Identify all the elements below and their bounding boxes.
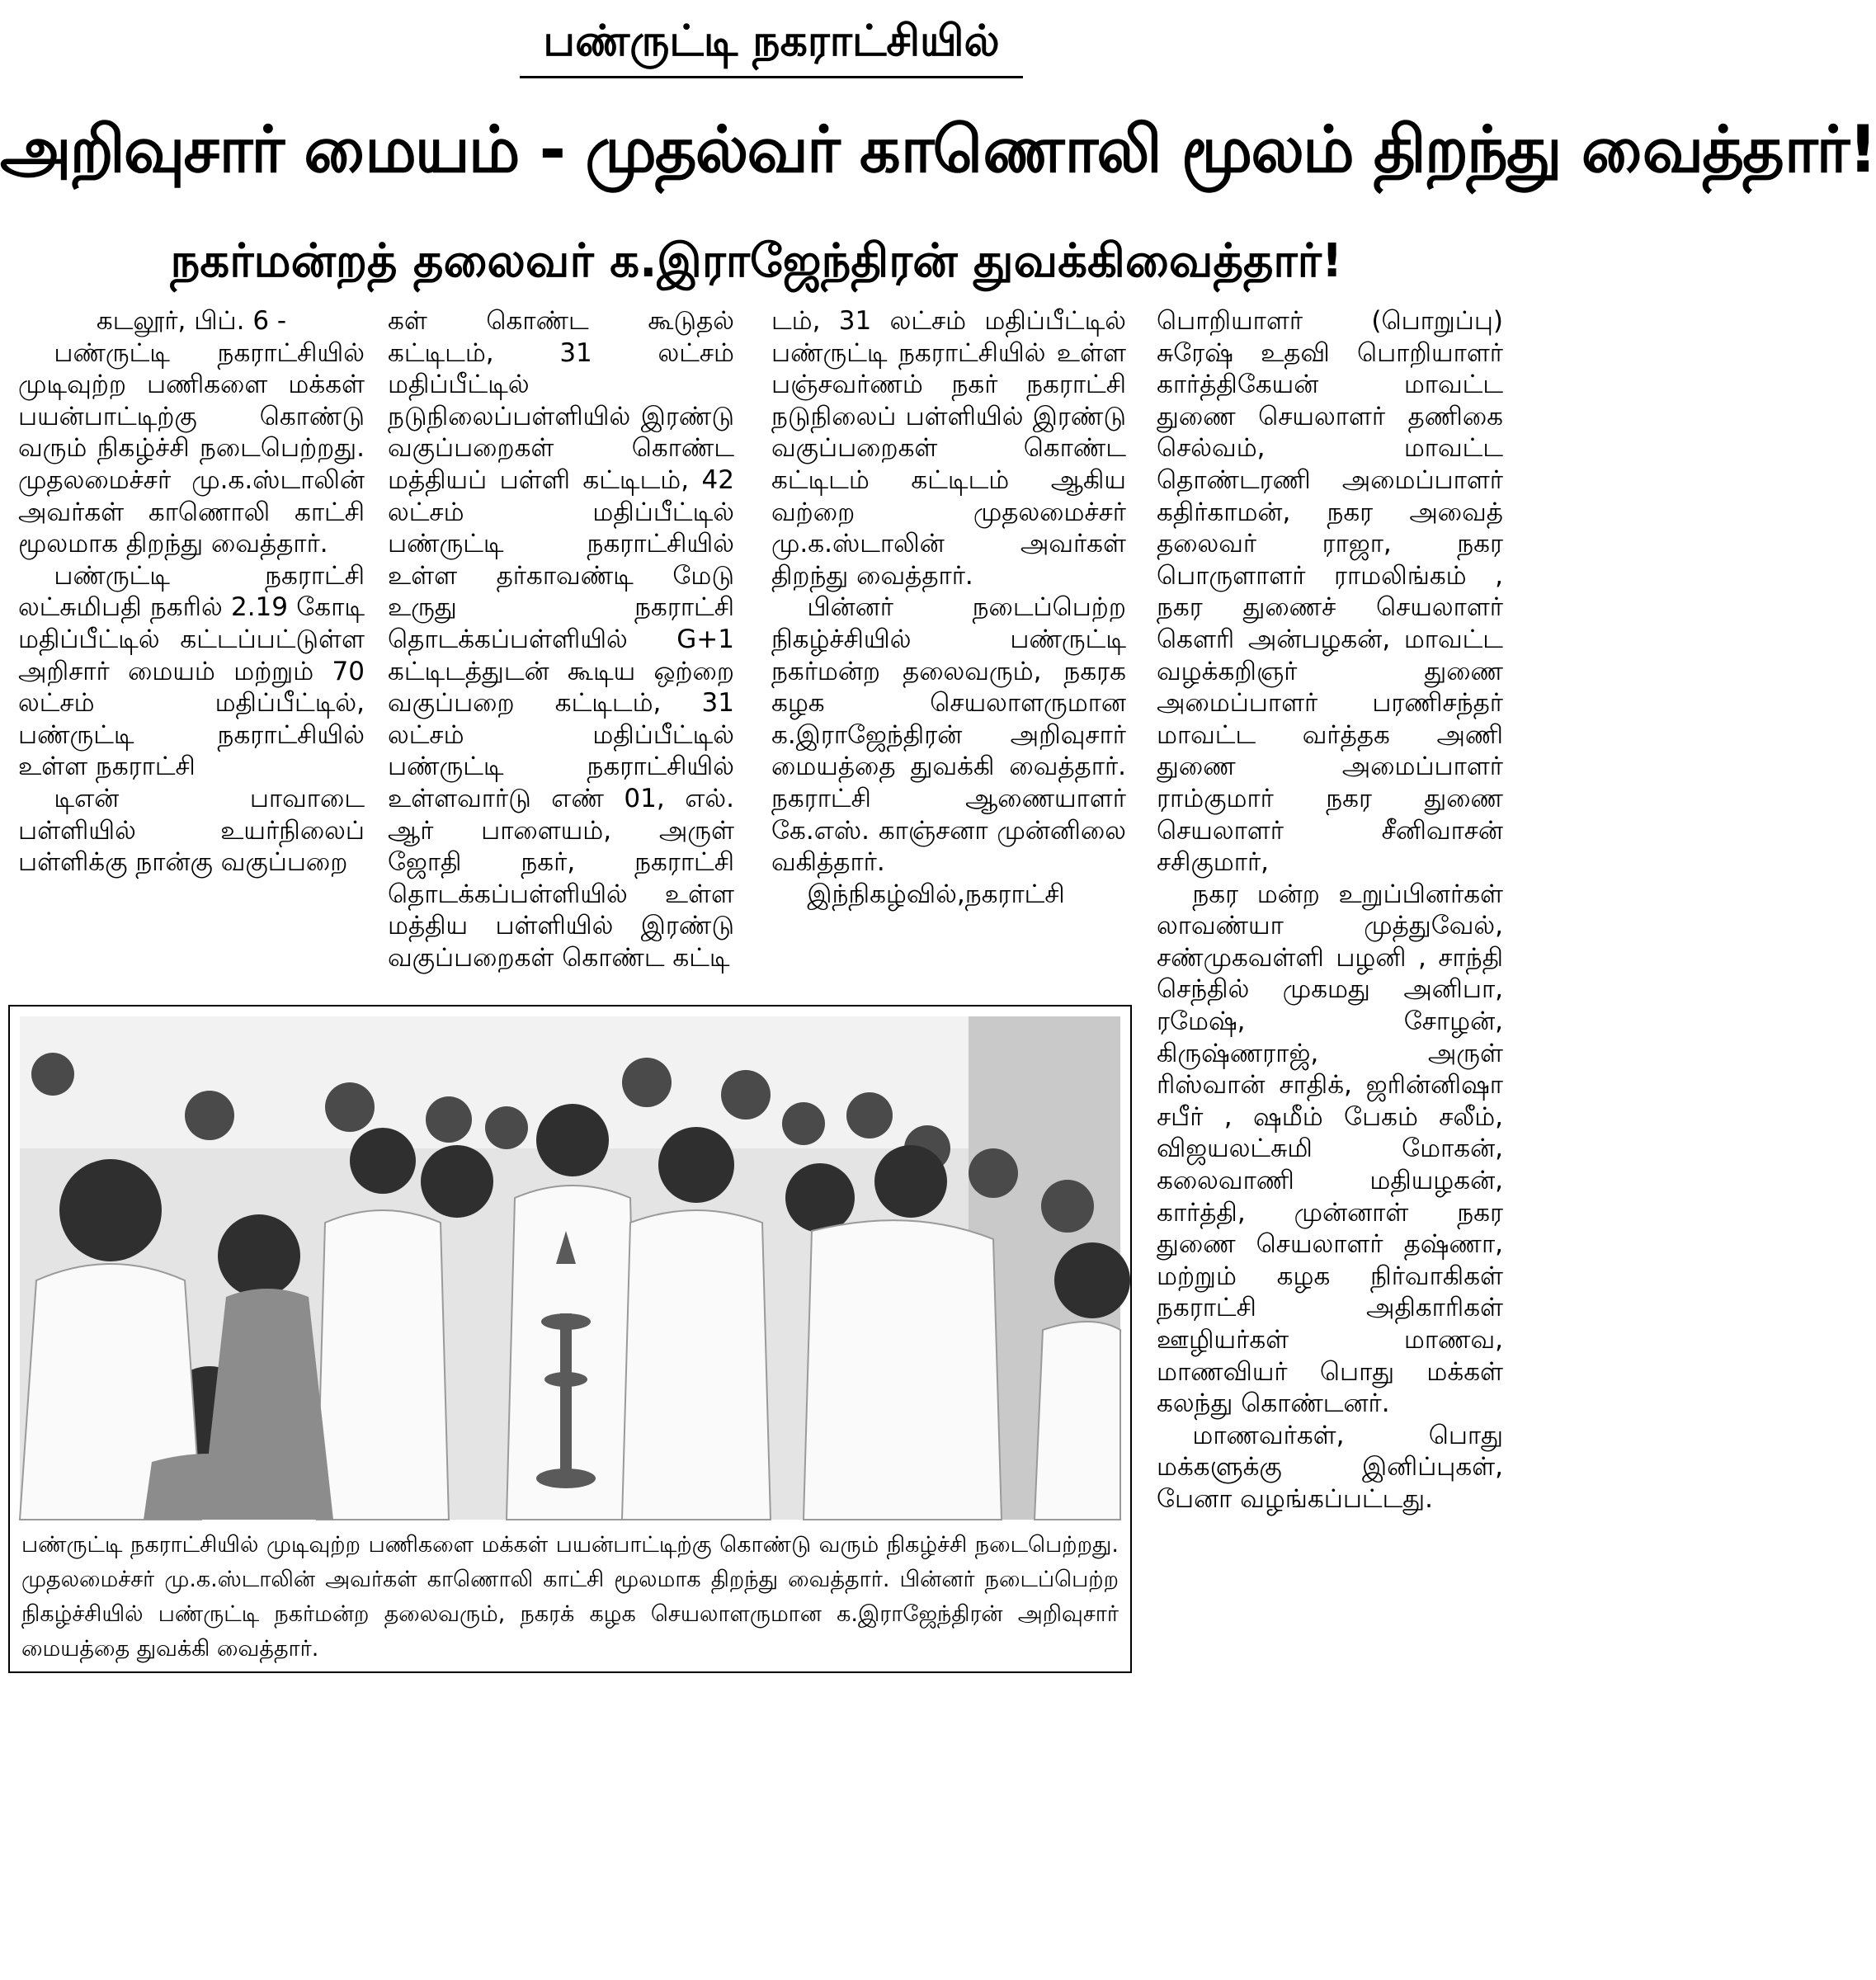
article-column-1	[18, 305, 365, 982]
event-photo-illustration	[20, 1016, 1120, 1520]
article-column-4	[1157, 305, 1503, 1980]
article-paragraph: டிஎன் பாவாடை பள்ளியில் உயர்நிலைப் பள்ளிக்கு நான்கு வகுப்பறை	[18, 783, 365, 878]
article-paragraph: பண்ருட்டி நகராட்சியில் முடிவுற்ற பணிகளை மக்கள் பயன்பாட்டிற்கு கொண்டு வரும் நிகழ்ச்சி நடைபெற்றது. முதலமைச்சர் மு.க.ஸ்டாலின் அவர்கள் காணொலி காட்சி மூலமாக திறந்து வைத்தார்.	[18, 337, 365, 559]
article-paragraph: பின்னர் நடைப்பெற்ற நிகழ்ச்சியில் பண்ருட்டி நகர்மன்ற தலைவரும், நகரக கழக செயலாளருமான க.இராஜேந்திரன் அறிவுசார் மையத்தை துவக்கி வைத்தார். நகராட்சி ஆணையாளர் கே.எஸ். காஞ்சனா முன்னிலை வகித்தார்.	[771, 592, 1126, 878]
main-headline: அறிவுசார் மையம் - முதல்வர் காணொலி மூலம் திறந்து வைத்தார்!	[0, 113, 1876, 187]
event-photo	[20, 1016, 1120, 1520]
article-paragraph: மாணவர்கள், பொது மக்களுக்கு இனிப்புகள், பேனா வழங்கப்பட்டது.	[1157, 1420, 1503, 1514]
article-column-3	[771, 305, 1126, 982]
article-paragraph: கள் கொண்ட கூடுதல் கட்டிடம், 31 லட்சம் மதிப்பீட்டில் நடுநிலைப்பள்ளியில் இரண்டு வகுப்பறைகள் கொண்ட மத்தியப் பள்ளி கட்டிடம், 42 லட்சம் மதிப்பீட்டில் பண்ருட்டி நகராட்சியில் உள்ள தர்காவண்டி மேடு உருது நகராட்சி தொடக்கப்பள்ளியில் G+1 கட்டிடத்துடன் கூடிய ஒற்றை வகுப்பறை கட்டிடம், 31 லட்சம் மதிப்பீட்டில் பண்ருட்டி நகராட்சியில் உள்ளவார்டு எண் 01, எல். ஆர் பாளையம், அருள் ஜோதி நகர், நகராட்சி தொடக்கப்பள்ளியில் உள்ள மத்திய பள்ளியில் இரண்டு வகுப்பறைகள் கொண்ட கட்டி	[388, 306, 734, 973]
dateline: கடலூர், பிப். 6 -	[96, 306, 287, 336]
article-paragraph: பண்ருட்டி நகராட்சி லட்சுமிபதி நகரில் 2.19 கோடி மதிப்பீட்டில் கட்டப்பட்டுள்ள அறிசார் மையம் மற்றும் 70 லட்சம் மதிப்பீட்டில், பண்ருட்டி நகராட்சியில் உள்ள நகராட்சி	[18, 560, 365, 782]
article-column-2	[388, 305, 734, 982]
article-paragraph: டம், 31 லட்சம் மதிப்பீட்டில் பண்ருட்டி நகராட்சியில் உள்ள பஞ்சவர்ணம் நகர் நகராட்சி நடுநிலைப் பள்ளியில் இரண்டு வகுப்பறைகள் கொண்ட கட்டிடம் கட்டிடம் ஆகிய வற்றை முதலமைச்சர் மு.க.ஸ்டாலின் அவர்கள் திறந்து வைத்தார்.	[771, 306, 1126, 591]
article-paragraph: நகர மன்ற உறுப்பினர்கள் லாவண்யா முத்துவேல், சண்முகவள்ளி பழனி , சாந்தி செந்தில் முகமது அனிபா, ரமேஷ், சோழன், கிருஷ்ணராஜ், அருள் ரிஸ்வான் சாதிக், ஜரின்னிஷா சபீர் , ஷமீம் பேகம் சலீம், விஜயலட்சுமி மோகன், கலைவாணி மதியழகன், கார்த்தி, முன்னாள் நகர துணை செயலாளர் தஷ்ணா, மற்றும் கழக நிர்வாகிகள் நகராட்சி அதிகாரிகள் ஊழியர்கள் மாணவ, மாணவியர் பொது மக்கள் கலந்து கொண்டனர்.	[1157, 879, 1503, 1419]
article-paragraph: இந்நிகழ்வில்,நகராட்சி	[807, 879, 1065, 909]
sub-headline: நகர்மன்றத் தலைவர் க.இராஜேந்திரன் துவக்கிவைத்தார்!	[170, 234, 1343, 288]
kicker-title: பண்ருட்டி நகராட்சியில்	[520, 7, 1023, 78]
photo-caption: பண்ருட்டி நகராட்சியில் முடிவுற்ற பணிகளை மக்கள் பயன்பாட்டிற்கு கொண்டு வரும் நிகழ்ச்சி நடைபெற்றது. முதலமைச்சர் மு.க.ஸ்டாலின் அவர்கள் காணொலி காட்சி மூலமாக திறந்து வைத்தார். பின்னர் நடைப்பெற்ற நிகழ்ச்சியில் பண்ருட்டி நகர்மன்ற தலைவரும், நகரக் கழக செயலாளருமான க.இராஜேந்திரன் அறிவுசார் மையத்தை துவக்கி வைத்தார்.	[21, 1532, 1119, 1662]
article-paragraph: பொறியாளர் (பொறுப்பு) சுரேஷ் உதவி பொறியாளர் கார்த்திகேயன் மாவட்ட துணை செயலாளர் தணிகை செல்வம், மாவட்ட தொண்டரணி அமைப்பாளர் கதிர்காமன், நகர அவைத் தலைவர் ராஜா, நகர பொருளாளர் ராமலிங்கம் , நகர துணைச் செயலாளர் கௌரி அன்பழகன், மாவட்ட வழக்கறிஞர் துணை அமைப்பாளர் பரணிசந்தர் மாவட்ட வர்த்தக அணி துணை அமைப்பாளர் ராம்குமார் நகர துணை செயலாளர் சீனிவாசன் சசிகுமார்,	[1157, 306, 1503, 878]
photo-frame	[8, 1005, 1132, 1673]
